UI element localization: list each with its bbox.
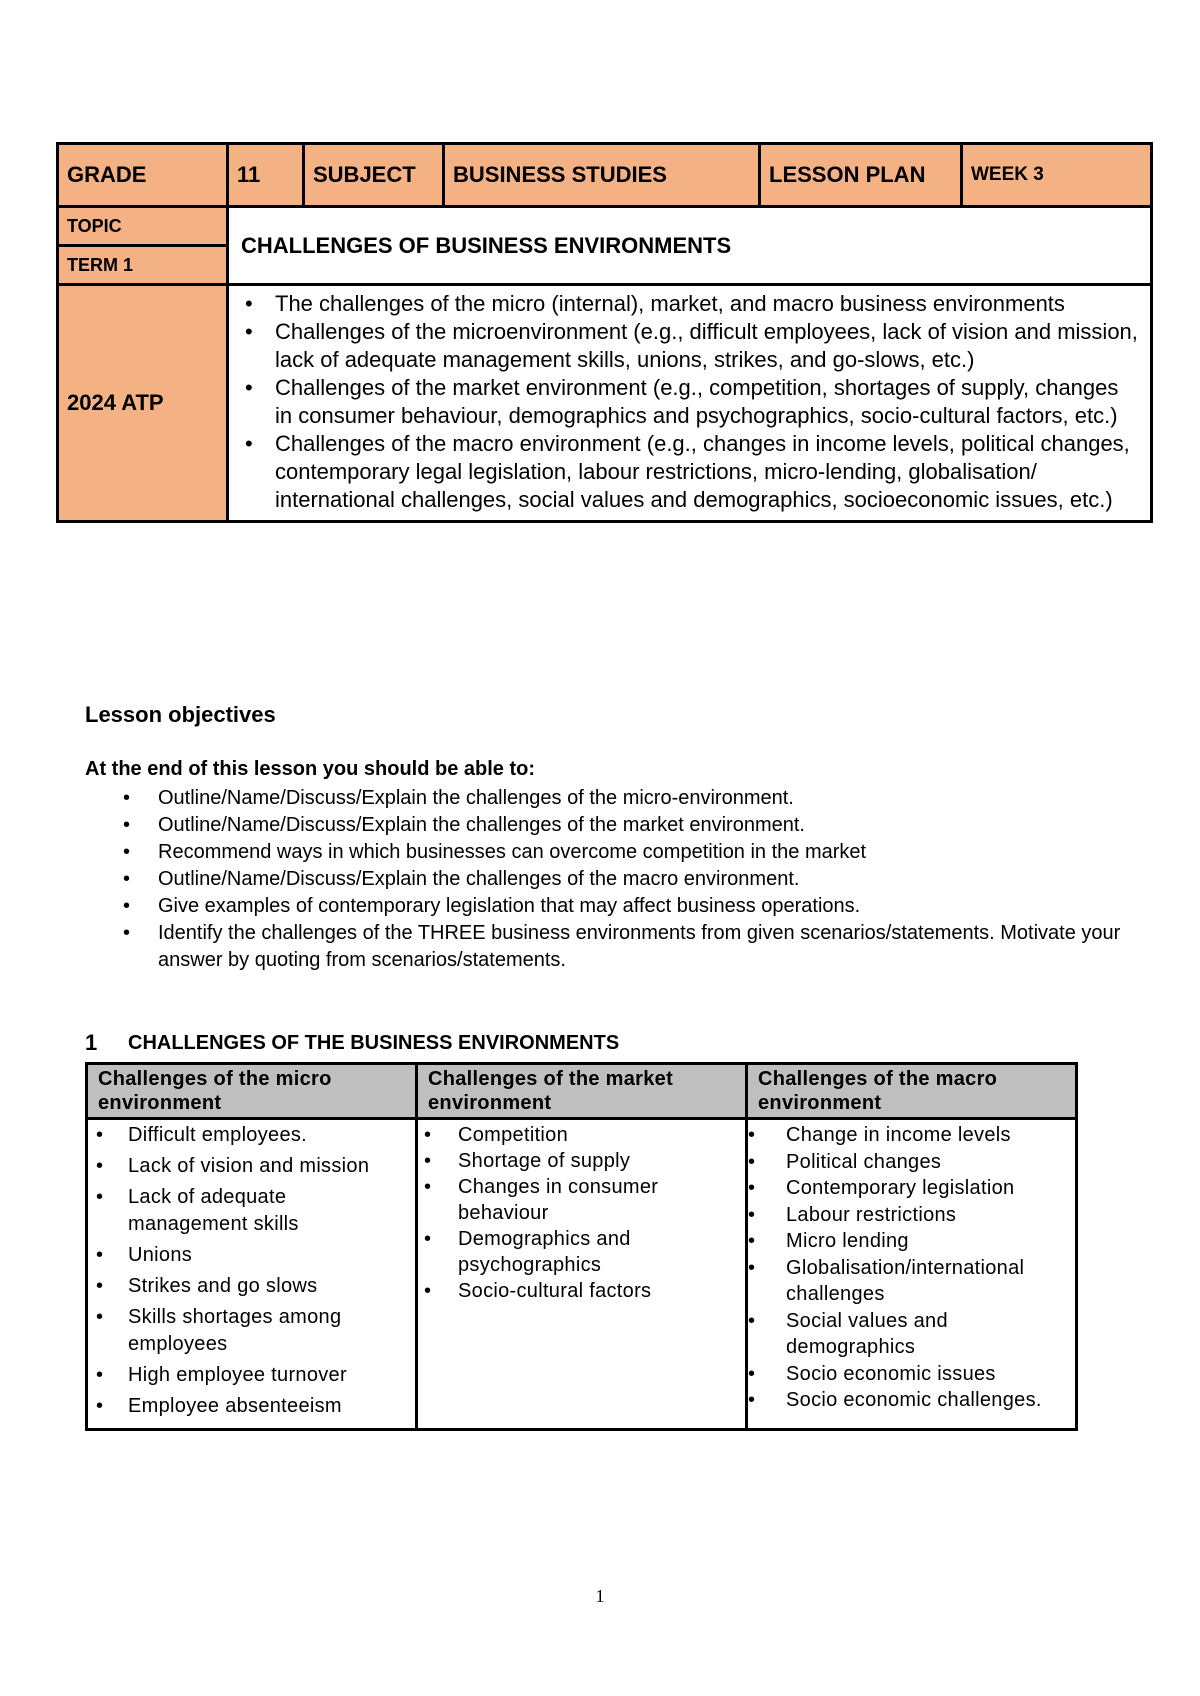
- page-number: 1: [595, 1586, 605, 1606]
- list-item: • Identify the challenges of the THREE business environments from given scenarios/statements. Motivate your answer by quoting from scenarios/statements.: [85, 920, 1135, 974]
- market-challenges-list: [418, 1122, 741, 1304]
- list-item: • High employee turnover: [88, 1362, 411, 1389]
- list-item: • Outline/Name/Discuss/Explain the challenges of the macro environment.: [85, 866, 1135, 893]
- grade-label: GRADE: [58, 144, 228, 207]
- micro-challenges-cell: [87, 1119, 417, 1430]
- list-item: • Unions: [88, 1242, 411, 1269]
- list-item: • Political changes: [748, 1149, 1071, 1176]
- list-item: • Employee absenteeism: [88, 1393, 411, 1420]
- list-item: • Labour restrictions: [748, 1202, 1071, 1229]
- topic-label: TOPIC: [58, 207, 228, 246]
- atp-label: 2024 ATP: [58, 285, 228, 522]
- list-item: • Challenges of the macro environment (e.g., changes in income levels, political changes, contemporary legal legislation, labour restrictions, micro-lending, globalisation/ international challenges, social values and demographics, socioeconomic issues, etc.): [275, 430, 1140, 514]
- lesson-plan-label: LESSON PLAN: [760, 144, 962, 207]
- column-heading-market: Challenges of the market environment: [417, 1064, 747, 1119]
- subject-value: BUSINESS STUDIES: [444, 144, 760, 207]
- week-label: WEEK 3: [962, 144, 1152, 207]
- list-item: • Outline/Name/Discuss/Explain the challenges of the micro-environment.: [85, 785, 1135, 812]
- list-item: • Recommend ways in which businesses can overcome competition in the market: [85, 839, 1135, 866]
- macro-challenges-list: [748, 1122, 1071, 1414]
- list-item: • Lack of vision and mission: [88, 1153, 411, 1180]
- list-item: • Socio economic challenges.: [748, 1387, 1071, 1414]
- list-item: • Lack of adequate management skills: [88, 1184, 411, 1238]
- list-item: • Changes in consumer behaviour: [418, 1174, 741, 1226]
- list-item: • Change in income levels: [748, 1122, 1071, 1149]
- list-item: • Shortage of supply: [418, 1148, 741, 1174]
- challenges-table: [85, 1062, 1078, 1431]
- grade-value: 11: [228, 144, 304, 207]
- list-item: • Demographics and psychographics: [418, 1226, 741, 1278]
- market-challenges-cell: [417, 1119, 747, 1430]
- list-item: • Socio economic issues: [748, 1361, 1071, 1388]
- lesson-header-table: [56, 142, 1153, 523]
- list-item: • Contemporary legislation: [748, 1175, 1071, 1202]
- list-item: • Challenges of the microenvironment (e.g., difficult employees, lack of vision and mission, lack of adequate management skills, unions, strikes, and go-slows, etc.): [275, 318, 1140, 374]
- macro-challenges-cell: [747, 1119, 1077, 1430]
- section-number: 1: [85, 1030, 98, 1055]
- list-item: • Difficult employees.: [88, 1122, 411, 1149]
- column-heading-micro: Challenges of the micro environment: [87, 1064, 417, 1119]
- list-item: • Outline/Name/Discuss/Explain the challenges of the market environment.: [85, 812, 1135, 839]
- objectives-list: [85, 785, 1135, 974]
- section-title: CHALLENGES OF THE BUSINESS ENVIRONMENTS: [128, 1032, 620, 1054]
- micro-challenges-list: [88, 1122, 411, 1420]
- term-label: TERM 1: [58, 246, 228, 285]
- list-item: • The challenges of the micro (internal), market, and macro business environments: [275, 290, 1140, 318]
- list-item: • Socio-cultural factors: [418, 1278, 741, 1304]
- list-item: • Competition: [418, 1122, 741, 1148]
- objectives-intro: At the end of this lesson you should be able to:: [85, 758, 536, 780]
- list-item: • Challenges of the market environment (e.g., competition, shortages of supply, changes in consumer behaviour, demographics and psychographics, socio-cultural factors, etc.): [275, 374, 1140, 430]
- list-item: • Globalisation/international challenges: [748, 1255, 1071, 1308]
- atp-list: [233, 290, 1140, 514]
- list-item: • Micro lending: [748, 1228, 1071, 1255]
- list-item: • Give examples of contemporary legislation that may affect business operations.: [85, 893, 1135, 920]
- atp-content: [228, 285, 1152, 522]
- subject-label: SUBJECT: [304, 144, 444, 207]
- list-item: • Skills shortages among employees: [88, 1304, 411, 1358]
- column-heading-macro: Challenges of the macro environment: [747, 1064, 1077, 1119]
- topic-value: CHALLENGES OF BUSINESS ENVIRONMENTS: [228, 207, 1152, 285]
- list-item: • Social values and demographics: [748, 1308, 1071, 1361]
- list-item: • Strikes and go slows: [88, 1273, 411, 1300]
- objectives-title: Lesson objectives: [85, 702, 276, 727]
